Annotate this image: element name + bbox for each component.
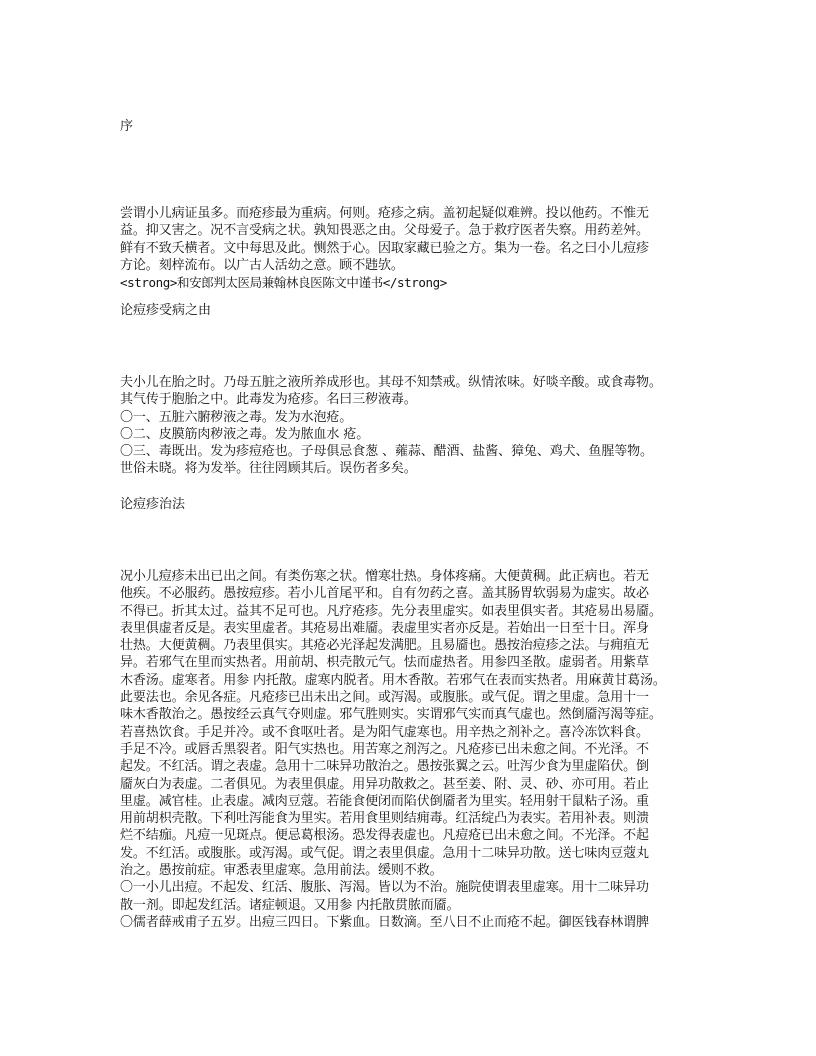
text-line: 〇三、毒既出。发为疹痘疮也。子母俱忌食葱 、蕹蒜、醋酒、盐酱、獐兔、鸡犬、鱼腥等物。 <box>120 444 653 460</box>
text-line: 壮热。大便黄稠。乃表里俱实。其疮必光泽起发满肥。且易靥也。愚按治痘疹之法。与痈疽无 <box>120 638 649 654</box>
text-line: 〇儒者薛戒甫子五岁。出痘三四日。下紫血。日数滴。至八日不止而疮不起。御医钱春林谓脾 <box>120 914 649 930</box>
text-line: 靥灰白为表虚。二者俱见。为表里俱虚。用异功散救之。甚至姜、附、灵、砂、亦可用。若止 <box>120 776 649 792</box>
text-line: 用前胡枳壳散。下利吐泻能食为里实。若用食里则结痈毒。红活绽凸为表实。若用补表。则溃 <box>120 811 649 827</box>
text-line: 异。若邪气在里而实热者。用前胡、枳壳散元气。怯而虚热者。用参四圣散。虚弱者。用紫草 <box>120 655 649 671</box>
text-line: 况小儿痘疹未出已出之间。有类伤寒之状。憎寒壮热。身体疼痛。大便黄稠。此正病也。若无 <box>120 569 649 584</box>
text-line: 木香汤。虚寒者。用参 内托散。虚寒内脱者。用木香散。若邪气在表而实热者。用麻黄甘葛汤。 <box>120 672 666 688</box>
text-line: 表里俱虚者反是。表实里虚者。其疮易出难靥。表虚里实者亦反是。若始出一日至十日。浑身 <box>120 620 649 636</box>
text-line: 世俗未晓。将为发举。往往罔顾其后。误伤者多矣。 <box>120 461 417 477</box>
text-line: 夫小儿在胎之时。乃母五脏之液所养成形也。其母不知禁戒。纵情浓味。好啖辛酸。或食毒物。 <box>120 375 662 390</box>
text-line: 此要法也。余见各症。凡疮疹已出未出之间。或泻渴。或腹胀。或气促。谓之里虚。急用十一 <box>120 690 649 706</box>
text-line: 味木香散治之。愚按经云真气夺则虚。邪气胜则实。实谓邪气实而真气虚也。然倒靥泻渴等症。 <box>120 707 662 723</box>
preface-body <box>120 205 710 291</box>
text-line: 手足不冷。或唇舌黑裂者。阳气实热也。用苦寒之剂泻之。凡疮疹已出未愈之间。不光泽。不 <box>120 741 649 757</box>
text-line: 其气传于胞胎之中。此毒发为疮疹。名曰三秽液毒。 <box>120 392 417 408</box>
text-line: 里虚。减官桂。止表虚。减肉豆蔻。若能食便闭而陷伏倒靥者为里实。轻用射干鼠粘子汤。重 <box>120 793 649 809</box>
preface-signature: <strong>和安郎判太医局兼翰林良医陈文中谨书</strong> <box>120 275 447 291</box>
text-line: 〇一、五脏六腑秽液之毒。发为水泡疮。 <box>120 409 353 425</box>
text-line: 治之。愚按前症。审悉表里虚寒。急用前法。缓则不救。 <box>120 863 443 879</box>
text-line: 他疾。不必服药。愚按痘疹。若小儿首尾平和。自有勿药之喜。盖其肠胃软弱易为虚实。故必 <box>120 586 649 602</box>
text-line: 〇一小儿出痘。不起发、红活、腹胀、泻渴。皆以为不治。施院使谓表里虚寒。用十二味异功 <box>120 880 649 896</box>
preface-heading: 序 <box>120 119 134 134</box>
text-line: 尝谓小儿病证虽多。而疮疹最为重病。何则。疮疹之病。盖初起疑似难辨。投以他药。不惟无 <box>120 206 649 221</box>
text-line: 散一剂。即起发红活。诸症顿退。又用参 内托散贯脓而靥。 <box>120 897 460 913</box>
text-line: 不得已。折其太过。益其不足可也。凡疗疮疹。先分表里虚实。如表里俱实者。其疮易出易靥。 <box>120 603 662 619</box>
text-line: 烂不结痂。凡痘一见斑点。便忌葛根汤。恐发得表虚也。凡痘疮已出未愈之间。不光泽。不起 <box>120 828 649 844</box>
text-line: 若喜热饮食。手足并冷。或不食呕吐者。是为阳气虚寒也。用辛热之剂补之。喜冷冻饮料食。 <box>120 724 649 740</box>
section-body-treatment <box>120 568 710 931</box>
section-body-cause <box>120 374 710 478</box>
text-line: 方论。刻梓流布。以广古人活幼之意。顾不韪欤。 <box>120 257 404 273</box>
text-line: 益。抑又害之。况不言受病之状。孰知畏恶之由。父母爱子。急于救疗医者失察。用药差舛。 <box>120 223 649 239</box>
section-heading-cause: 论痘疹受病之由 <box>120 303 212 318</box>
text-line: 发。不红活。或腹胀。或泻渴。或气促。谓之表里俱虚。急用十二味异功散。送七味肉豆蔻丸 <box>120 845 649 861</box>
text-line: 〇二、皮膜筋肉秽液之毒。发为脓血水 疮。 <box>120 426 370 442</box>
text-line: 鲜有不致夭横者。文中每思及此。恻然于心。因取家藏已验之方。集为一卷。名之曰小儿痘疹 <box>120 240 649 256</box>
section-heading-treatment: 论痘疹治法 <box>120 497 186 512</box>
text-line: 起发。不红活。谓之表虚。急用十二味异功散治之。愚按张翼之云。吐泻少食为里虚陷伏。倒 <box>120 759 649 775</box>
